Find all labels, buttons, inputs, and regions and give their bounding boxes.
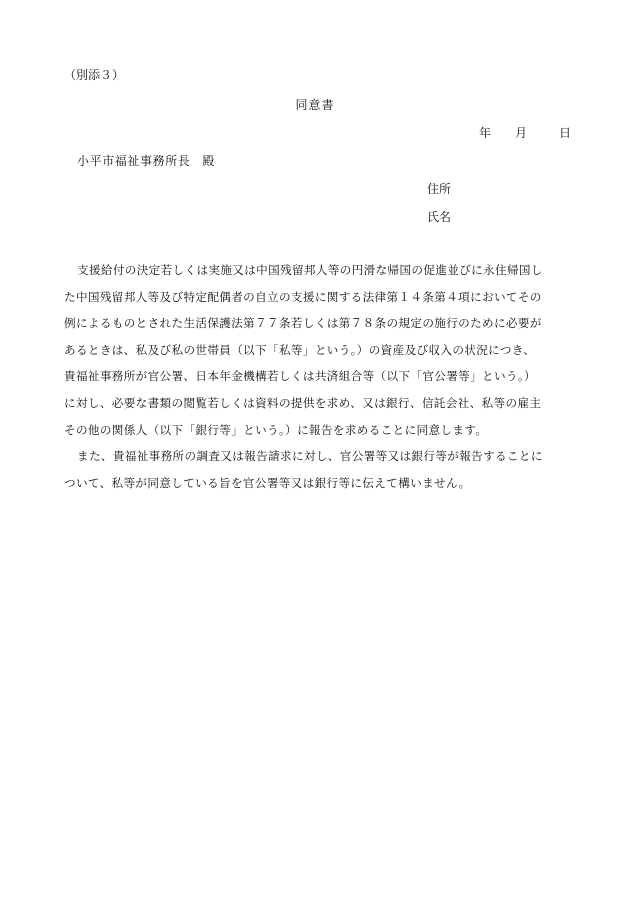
applicant-address-label: 住所 bbox=[427, 182, 452, 196]
body-line: 支援給付の決定若しくは実施又は中国残留邦人等の円滑な帰国の促進並びに永住帰国し bbox=[77, 263, 543, 277]
applicant-name-label: 氏名 bbox=[427, 210, 452, 224]
body-line: また、貴福祉事務所の調査又は報告請求に対し、官公署等又は銀行等が報告することに bbox=[77, 449, 543, 464]
body-line: その他の関係人（以下「銀行等」という。）に報告を求めることに同意します。 bbox=[64, 422, 488, 437]
attachment-label: （別添３） bbox=[64, 68, 125, 82]
consent-body bbox=[64, 262, 584, 501]
date-month-label: 月 bbox=[515, 126, 528, 140]
addressee-name: 小平市福祉事務所長 bbox=[77, 154, 191, 168]
document-title: 同意書 bbox=[295, 98, 335, 112]
body-line: た中国残留邦人等及び特定配偶者の自立の支援に関する法律第１４条第４項においてその bbox=[64, 289, 542, 304]
body-line: 例によるものとされた生活保護法第７７条若しくは第７８条の規定の施行のために必要が bbox=[64, 316, 542, 331]
body-line: ついて、私等が同意している旨を官公署等又は銀行等に伝えて構いません。 bbox=[64, 475, 471, 490]
addressee bbox=[77, 152, 215, 169]
body-line: あるときは、私及び私の世帯員（以下「私等」という。）の資産及び収入の状況につき、 bbox=[64, 342, 536, 357]
body-line: に対し、必要な書類の閲覧若しくは資料の提供を求め、又は銀行、信託会社、私等の雇主 bbox=[64, 395, 542, 410]
addressee-honorific: 殿 bbox=[202, 154, 216, 168]
date-day-label: 日 bbox=[559, 126, 572, 140]
date-year-label: 年 bbox=[479, 126, 492, 140]
date-row bbox=[479, 124, 575, 141]
body-line: 貴福祉事務所が官公署、日本年金機構若しくは共済組合等（以下「官公署等」という。） bbox=[64, 369, 536, 384]
